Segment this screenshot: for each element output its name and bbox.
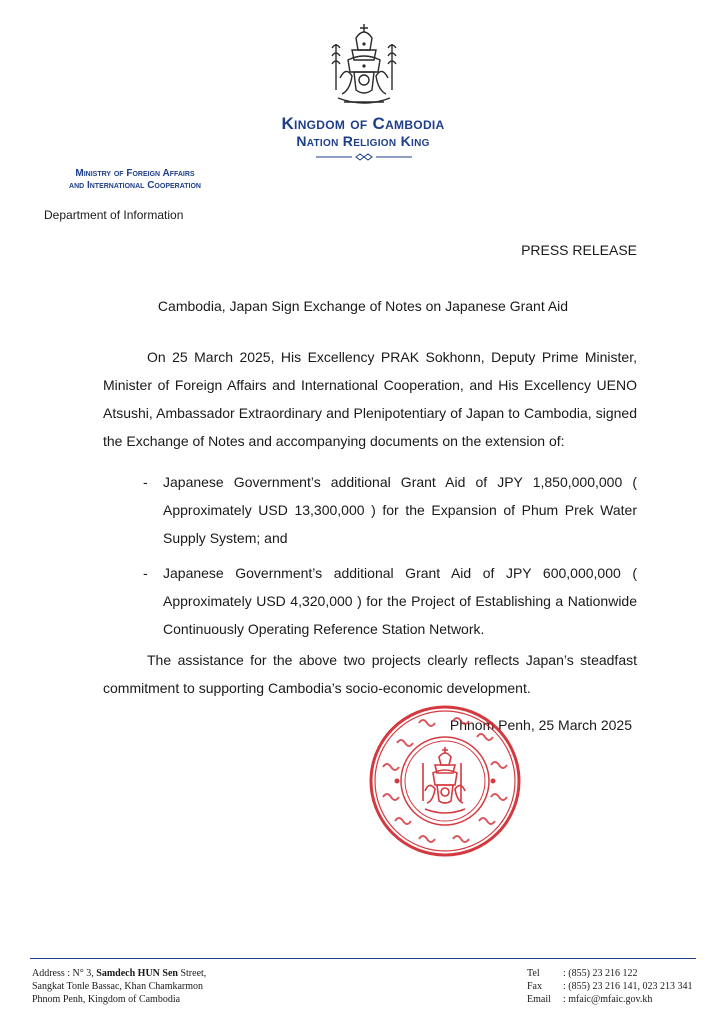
department-name: Department of Information (44, 208, 184, 222)
tel-value: : (855) 23 216 122 (563, 968, 638, 979)
address-line3: Phnom Penh, Kingdom of Cambodia (32, 994, 181, 1005)
fax-value: : (855) 23 216 141, 023 213 341 (563, 981, 693, 992)
footer-contacts (527, 967, 692, 1006)
footer-address (32, 967, 206, 1006)
headline: Cambodia, Japan Sign Exchange of Notes on Japanese Grant Aid (157, 298, 569, 314)
address-street-suffix: Street, (177, 968, 207, 979)
ministry-line1: Ministry of Foreign Affairs (75, 168, 195, 179)
national-motto: Nation Religion King (296, 133, 430, 149)
footer-divider (30, 958, 696, 959)
ministry-seal-icon (367, 703, 523, 859)
list-item-text: Japanese Government’s additional Grant Aid of JPY 1,850,000,000 ( Approximately USD 13,300,000 ) for the Expansion of Phum Prek Water Supply System; and (163, 474, 637, 546)
kingdom-title: Kingdom of Cambodia (281, 114, 445, 133)
bullet-dash: - (143, 474, 148, 490)
email-value: : mfaic@mfaic.gov.kh (563, 994, 653, 1005)
fax-label: Fax (527, 981, 542, 992)
press-release-label: PRESS RELEASE (521, 242, 637, 258)
contact-email (527, 993, 692, 1006)
paragraph-closing-text: The assistance for the above two projects clearly reflects Japan’s steadfast commitment to supporting Cambodia’s socio-economic development. (103, 652, 637, 696)
ornament-divider-icon (316, 152, 412, 162)
address-line2: Sangkat Tonle Bassac, Khan Chamkarmon (32, 981, 204, 992)
paragraph-intro-text: On 25 March 2025, His Excellency PRAK Sokhonn, Deputy Prime Minister, Minister of Foreign Affairs and International Cooperation, and His Excellency UENO Atsushi, Ambassador Extraordinary and Plenipotentiary of Japan to Cambodia, signed the Exchange of Notes and accompanying documents on the extension of: (103, 349, 637, 449)
contact-tel (527, 967, 692, 980)
royal-arms-emblem-icon (318, 20, 410, 112)
address-label: Address : N° 3, (32, 968, 97, 979)
list-item-text: Japanese Government’s additional Grant Aid of JPY 600,000,000 ( Approximately USD 4,320,000 ) for the Project of Establishing a Nationwide Continuously Operating Reference Station Network. (163, 565, 637, 637)
address-street-name: Samdech HUN Sen (96, 968, 178, 979)
bullet-dash: - (143, 565, 148, 581)
ministry-name (30, 168, 240, 192)
email-label: Email (527, 994, 551, 1005)
address-line1 (32, 967, 206, 980)
tel-label: Tel (527, 968, 540, 979)
contact-fax (527, 980, 692, 993)
paragraph-closing (103, 646, 637, 702)
dateline: Phnom Penh, 25 March 2025 (449, 717, 632, 733)
ministry-line2: and International Cooperation (69, 180, 201, 191)
paragraph-intro (103, 343, 637, 455)
